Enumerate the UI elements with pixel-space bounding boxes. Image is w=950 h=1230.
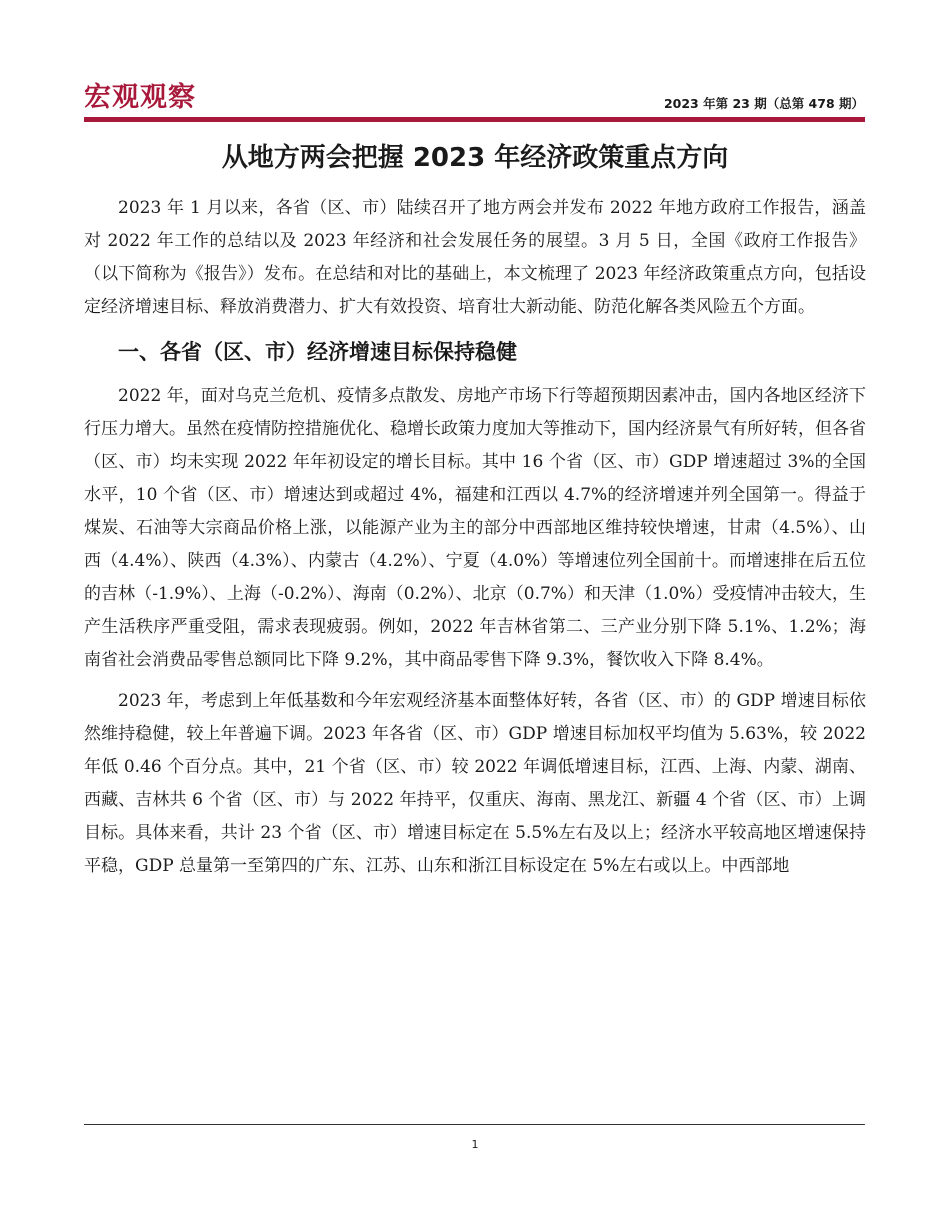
masthead-title: 宏观观察	[84, 82, 196, 113]
document-title: 从地方两会把握 2023 年经济政策重点方向	[221, 143, 729, 173]
issue-number: 2023 年第 23 期（总第 478 期）	[663, 96, 864, 111]
article-body	[84, 192, 866, 883]
body-paragraph: 2023 年，考虑到上年低基数和今年宏观经济基本面整体好转，各省（区、市）的 GDP 增速目标依然维持稳健，较上年普遍下调。2023 年各省（区、市）GDP 增速目标加权平均值为 5.63%，较 2022 年低 0.46 个百分点。其中，21 个省（区、市）较 2022 年调低增速目标，江西、上海、内蒙、湖南、西藏、吉林共 6 个省（区、市）与 2022 年持平，仅重庆、海南、黑龙江、新疆 4 个省（区、市）上调目标。具体来看，共计 23 个省（区、市）增速目标定在 5.5%左右及以上；经济水平较高地区增速保持平稳，GDP 总量第一至第四的广东、江苏、山东和浙江目标设定在 5%左右或以上。中西部地	[84, 691, 866, 876]
header-rule	[84, 117, 865, 122]
section-heading: 一、各省（区、市）经济增速目标保持稳健	[118, 340, 517, 364]
page-number: 1	[471, 1138, 479, 1151]
footer-rule	[84, 1124, 865, 1125]
body-paragraph: 2022 年，面对乌克兰危机、疫情多点散发、房地产市场下行等超预期因素冲击，国内各地区经济下行压力增大。虽然在疫情防控措施优化、稳增长政策力度加大等推动下，国内经济景气有所好转，但各省（区、市）均未实现 2022 年年初设定的增长目标。其中 16 个省（区、市）GDP 增速超过 3%的全国水平，10 个省（区、市）增速达到或超过 4%，福建和江西以 4.7%的经济增速并列全国第一。得益于煤炭、石油等大宗商品价格上涨，以能源产业为主的部分中西部地区维持较快增速，甘肃（4.5%）、山西（4.4%）、陕西（4.3%）、内蒙古（4.2%）、宁夏（4.0%）等增速位列全国前十。而增速排在后五位的吉林（-1.9%）、上海（-0.2%）、海南（0.2%）、北京（0.7%）和天津（1.0%）受疫情冲击较大，生产生活秩序严重受阻，需求表现疲弱。例如，2022 年吉林省第二、三产业分别下降 5.1%、1.2%；海南省社会消费品零售总额同比下降 9.2%，其中商品零售下降 9.3%，餐饮收入下降 8.4%。	[84, 386, 866, 670]
intro-paragraph: 2023 年 1 月以来，各省（区、市）陆续召开了地方两会并发布 2022 年地方政府工作报告，涵盖对 2022 年工作的总结以及 2023 年经济和社会发展任务的展望。3 月 5 日，全国《政府工作报告》（以下简称为《报告》）发布。在总结和对比的基础上，本文梳理了 2023 年经济政策重点方向，包括设定经济增速目标、释放消费潜力、扩大有效投资、培育壮大新动能、防范化解各类风险五个方面。	[84, 198, 866, 317]
